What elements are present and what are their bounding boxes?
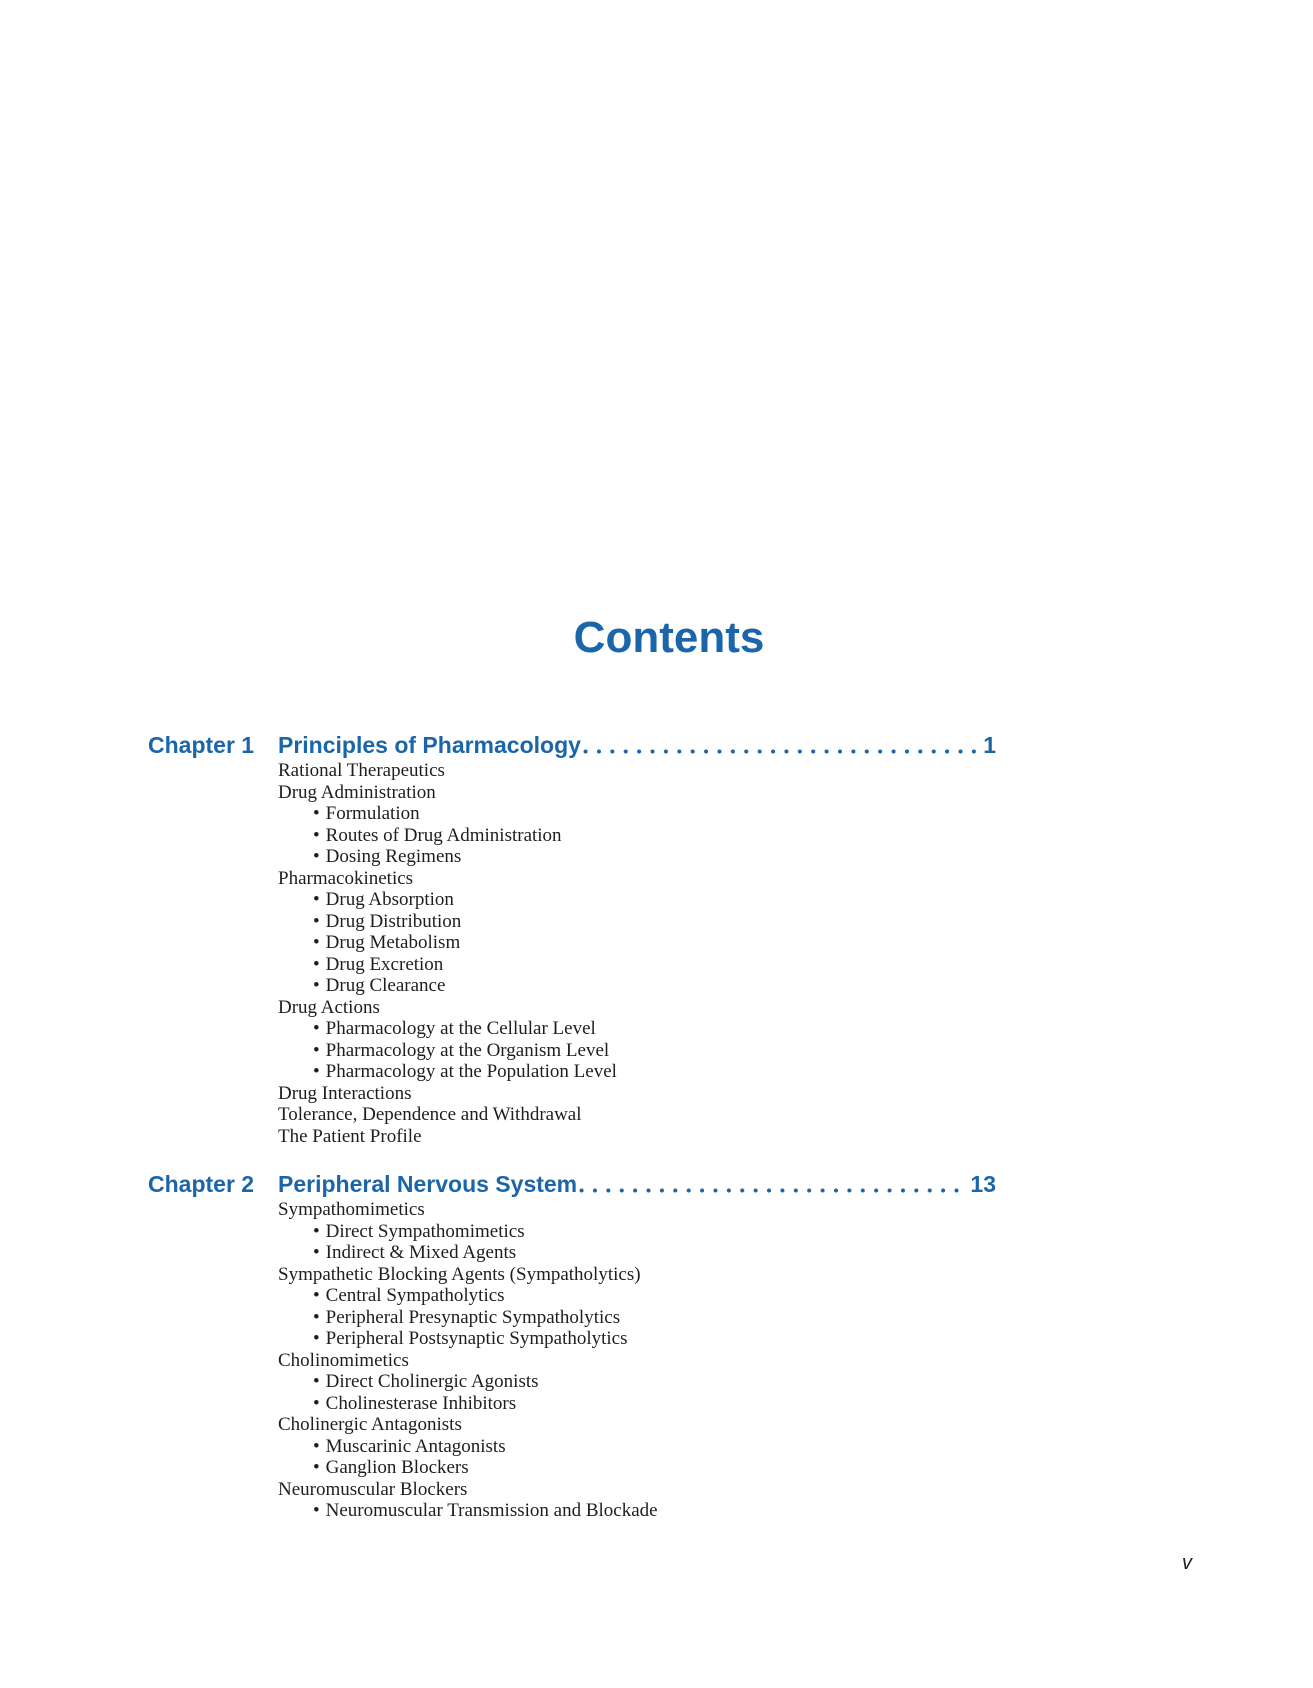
toc-item: [278, 1328, 1190, 1350]
toc-item-label: Pharmacology at the Population Level: [325, 1061, 617, 1082]
toc-item-label: The Patient Profile: [278, 1125, 422, 1147]
toc-item-label: Pharmacology at the Cellular Level: [325, 1018, 596, 1039]
toc-item-label: Pharmacology at the Organism Level: [325, 1039, 610, 1061]
bullet-icon: •: [313, 1500, 320, 1521]
toc-item-label: Muscarinic Antagonists: [325, 1435, 506, 1457]
toc-item: [278, 1104, 1190, 1126]
toc-item: [278, 1457, 1190, 1479]
chapter-label: Chapter 2: [148, 1171, 255, 1197]
bullet-icon: •: [313, 824, 320, 846]
page-title: Contents: [573, 613, 765, 662]
chapter-title: Peripheral Nervous System: [278, 1171, 578, 1197]
bullet-icon: •: [313, 1285, 320, 1306]
bullet-icon: •: [313, 932, 320, 953]
toc-content: [0, 613, 1313, 1522]
toc-item: [278, 803, 1190, 825]
toc-item-label: Routes of Drug Administration: [325, 824, 562, 846]
chapter-entry: [148, 1169, 1190, 1522]
toc-item-label: Sympathetic Blocking Agents (Sympatholytics): [278, 1263, 641, 1285]
bullet-icon: •: [313, 1457, 320, 1478]
toc-item: [278, 1393, 1190, 1415]
toc-item-label: Cholinergic Antagonists: [278, 1414, 462, 1435]
bullet-icon: •: [313, 889, 320, 910]
bullet-icon: •: [313, 1306, 320, 1328]
toc-item: [278, 760, 1190, 782]
chapter-body: [278, 730, 1190, 1147]
toc-item-label: Tolerance, Dependence and Withdrawal: [278, 1104, 582, 1125]
toc-item: [278, 1083, 1190, 1105]
bullet-icon: •: [313, 1018, 320, 1039]
toc-item-label: Dosing Regimens: [325, 846, 462, 867]
toc-item-label: Indirect & Mixed Agents: [325, 1242, 517, 1263]
toc-item: [278, 1371, 1190, 1393]
toc-item-label: Central Sympatholytics: [325, 1285, 505, 1306]
bullet-icon: •: [313, 1242, 320, 1263]
toc-item-label: Formulation: [325, 803, 420, 824]
chapter-entry: [148, 730, 1190, 1147]
toc-item: [278, 911, 1190, 933]
toc-item-label: Drug Distribution: [325, 910, 462, 932]
chapter-page-number: 13: [970, 1171, 996, 1197]
toc-item: [278, 1264, 1190, 1286]
bullet-icon: •: [313, 910, 320, 932]
bullet-icon: •: [313, 975, 320, 996]
toc-item-label: Neuromuscular Transmission and Blockade: [325, 1500, 658, 1521]
toc-item: [278, 868, 1190, 890]
toc-item: [278, 846, 1190, 868]
toc-item-label: Sympathomimetics: [278, 1199, 425, 1220]
toc-item-label: Neuromuscular Blockers: [278, 1478, 468, 1500]
toc-item: [278, 932, 1190, 954]
toc-item: [278, 825, 1190, 847]
toc-item-label: Direct Cholinergic Agonists: [325, 1371, 539, 1392]
dot-leader: [581, 730, 978, 760]
toc-item: [278, 1040, 1190, 1062]
toc-item: [278, 889, 1190, 911]
toc-item-label: Drug Clearance: [325, 975, 446, 996]
dot-leader: [577, 1169, 965, 1199]
bullet-icon: •: [313, 846, 320, 867]
toc-item-label: Cholinomimetics: [278, 1349, 409, 1371]
chapter-topic-list: [278, 760, 1190, 1147]
toc-item: [278, 1199, 1190, 1221]
chapter-title: Principles of Pharmacology: [278, 732, 581, 758]
toc-item: [278, 954, 1190, 976]
toc-item-label: Ganglion Blockers: [325, 1457, 469, 1478]
bullet-icon: •: [313, 953, 320, 975]
toc-item: [278, 1018, 1190, 1040]
toc-item: [278, 1479, 1190, 1501]
toc-item-label: Pharmacokinetics: [278, 867, 414, 889]
chapter-page-number: 1: [983, 732, 996, 758]
toc-item-label: Rational Therapeutics: [278, 760, 445, 781]
toc-item-label: Peripheral Postsynaptic Sympatholytics: [325, 1328, 628, 1349]
toc-item: [278, 1414, 1190, 1436]
toc-item-label: Drug Metabolism: [325, 932, 461, 953]
toc-item: [278, 1061, 1190, 1083]
toc-item: [278, 1126, 1190, 1148]
bullet-icon: •: [313, 803, 320, 824]
bullet-icon: •: [313, 1392, 320, 1414]
toc-item-label: Drug Absorption: [325, 889, 454, 910]
bullet-icon: •: [313, 1371, 320, 1392]
toc-item: [278, 1307, 1190, 1329]
toc-item: [278, 997, 1190, 1019]
chapter-body: [278, 1169, 1190, 1522]
bullet-icon: •: [313, 1328, 320, 1349]
chapter-label: Chapter 1: [148, 732, 255, 758]
toc-item-label: Direct Sympathomimetics: [325, 1220, 525, 1242]
toc-item: [278, 782, 1190, 804]
toc-item: [278, 1436, 1190, 1458]
chapter-list: [148, 730, 1190, 1522]
toc-item-label: Cholinesterase Inhibitors: [325, 1392, 517, 1414]
chapter-heading-row: [278, 1169, 996, 1199]
toc-item: [278, 1285, 1190, 1307]
toc-item: [278, 1350, 1190, 1372]
toc-item-label: Peripheral Presynaptic Sympatholytics: [325, 1306, 621, 1328]
toc-item-label: Drug Administration: [278, 781, 436, 803]
chapter-topic-list: [278, 1199, 1190, 1522]
bullet-icon: •: [313, 1039, 320, 1061]
page-number: v: [1182, 1552, 1192, 1574]
toc-item-label: Drug Interactions: [278, 1082, 412, 1104]
toc-item-label: Drug Actions: [278, 996, 380, 1018]
chapter-heading-row: [278, 730, 996, 760]
bullet-icon: •: [313, 1061, 320, 1082]
toc-item: [278, 1221, 1190, 1243]
toc-item-label: Drug Excretion: [325, 953, 444, 975]
toc-item: [278, 975, 1190, 997]
bullet-icon: •: [313, 1220, 320, 1242]
toc-item: [278, 1242, 1190, 1264]
toc-item: [278, 1500, 1190, 1522]
bullet-icon: •: [313, 1435, 320, 1457]
